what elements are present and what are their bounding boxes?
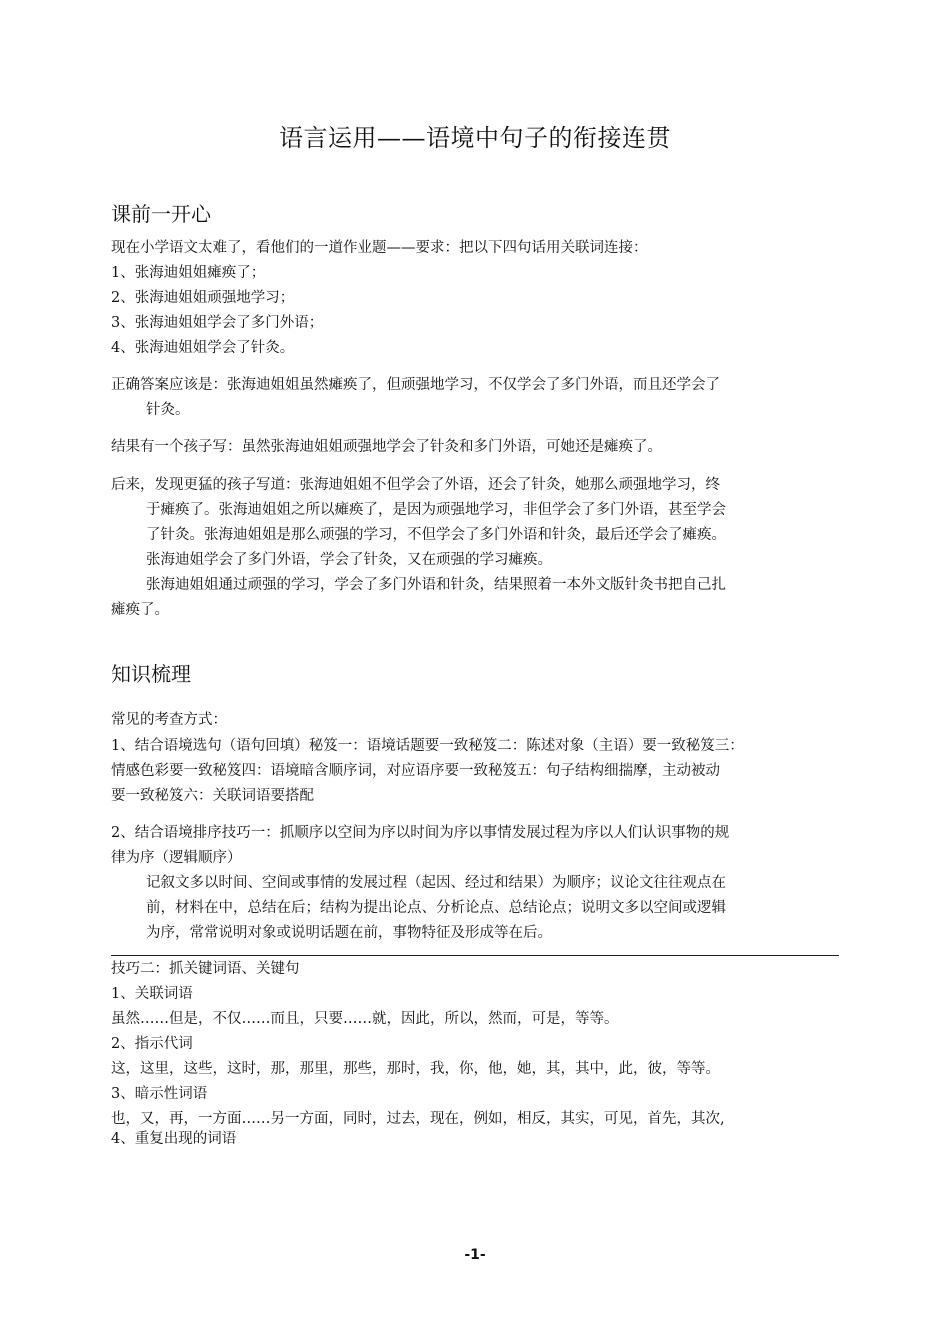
section-divider bbox=[111, 955, 839, 956]
later-answer-line: 张海迪姐姐通过顽强的学习，学会了多门外语和针灸，结果照着一本外文版针灸书把自己扎 bbox=[146, 577, 726, 593]
method-paragraph-line: 要一致秘笈六：关联词语要搭配 bbox=[111, 788, 314, 804]
answer-line: 正确答案应该是：张海迪姐姐虽然瘫痪了，但顽强地学习，不仅学会了多门外语，而且还学会了 bbox=[111, 377, 720, 393]
ordering-paragraph-line: 律为序（逻辑顺序） bbox=[111, 850, 242, 866]
section-heading-knowledge: 知识梳理 bbox=[111, 662, 191, 686]
later-answer-line: 瘫痪了。 bbox=[111, 602, 169, 618]
ordering-paragraph-line: 2、结合语境排序技巧一：抓顺序以空间为序以时间为序以事情发展过程为序以人们认识事物的规 bbox=[111, 825, 730, 841]
list-item: 3、张海迪姐姐学会了多门外语； bbox=[111, 315, 324, 331]
later-answer-line: 于瘫痪了。张海迪姐姐之所以瘫痪了，是因为顽强地学习，非但学会了多门外语，甚至学会 bbox=[146, 502, 726, 518]
tip-two-label: 技巧二：抓关键词语、关键句 bbox=[111, 961, 300, 977]
intro-paragraph: 现在小学语文太难了，看他们的一道作业题——要求：把以下四句话用关联词连接： bbox=[111, 240, 648, 256]
ordering-paragraph-line: 前，材料在中，总结在后；结构为提出论点、分析论点、总结论点；说明文多以空间或逻辑 bbox=[146, 900, 726, 916]
keyword-category-body: 也，又，再，一方面……另一方面，同时，过去，现在，例如，相反，其实，可见，首先，其次, bbox=[111, 1111, 725, 1127]
keyword-category-body: 虽然……但是，不仅……而且，只要……就，因此，所以，然而，可是，等等。 bbox=[111, 1011, 619, 1027]
list-item: 2、张海迪姐姐顽强地学习； bbox=[111, 290, 295, 306]
later-answer-line: 了针灸。张海迪姐姐是那么顽强的学习，不但学会了多门外语和针灸，最后还学会了瘫痪。 bbox=[146, 527, 726, 543]
keyword-category-title: 4、重复出现的词语 bbox=[111, 1131, 237, 1147]
later-answer-line: 张海迪姐学会了多门外语，学会了针灸，又在顽强的学习瘫痪。 bbox=[146, 552, 552, 568]
ordering-paragraph-line: 记叙文多以时间、空间或事情的发展过程（起因、经过和结果）为顺序；议论文往往观点在 bbox=[146, 875, 726, 891]
keyword-category-title: 2、指示代词 bbox=[111, 1036, 193, 1052]
method-paragraph-line: 1、结合语境选句（语句回填）秘笈一：语境话题要一致秘笈二：陈述对象（主语）要一致秘笈三： bbox=[111, 738, 744, 754]
kid-answer-line: 结果有一个孩子写：虽然张海迪姐姐顽强地学会了针灸和多门外语，可她还是瘫痪了。 bbox=[111, 439, 662, 455]
list-item: 1、张海迪姐姐瘫痪了； bbox=[111, 265, 266, 281]
answer-line: 针灸。 bbox=[146, 402, 190, 418]
document-title: 语言运用——语境中句子的衔接连贯 bbox=[279, 124, 671, 152]
later-answer-line: 后来，发现更猛的孩子写道：张海迪姐姐不但学会了外语，还会了针灸，她那么顽强地学习，终 bbox=[111, 477, 720, 493]
list-item: 4、张海迪姐姐学会了针灸。 bbox=[111, 340, 295, 356]
keyword-category-title: 3、暗示性词语 bbox=[111, 1086, 208, 1102]
method-paragraph-line: 情感色彩要一致秘笈四：语境暗含顺序词，对应语序要一致秘笈五：句子结构细揣摩，主动被动 bbox=[111, 763, 720, 779]
common-methods-label: 常见的考查方式： bbox=[111, 712, 227, 728]
keyword-category-title: 1、关联词语 bbox=[111, 986, 193, 1002]
keyword-category-body: 这，这里，这些，这时，那，那里，那些，那时，我，你，他，她，其，其中，此，彼，等等。 bbox=[111, 1061, 720, 1077]
page-number: -1- bbox=[464, 1247, 486, 1263]
ordering-paragraph-line: 为序，常常说明对象或说明话题在前，事物特征及形成等在后。 bbox=[146, 925, 552, 941]
section-heading-warmup: 课前一开心 bbox=[111, 202, 211, 226]
